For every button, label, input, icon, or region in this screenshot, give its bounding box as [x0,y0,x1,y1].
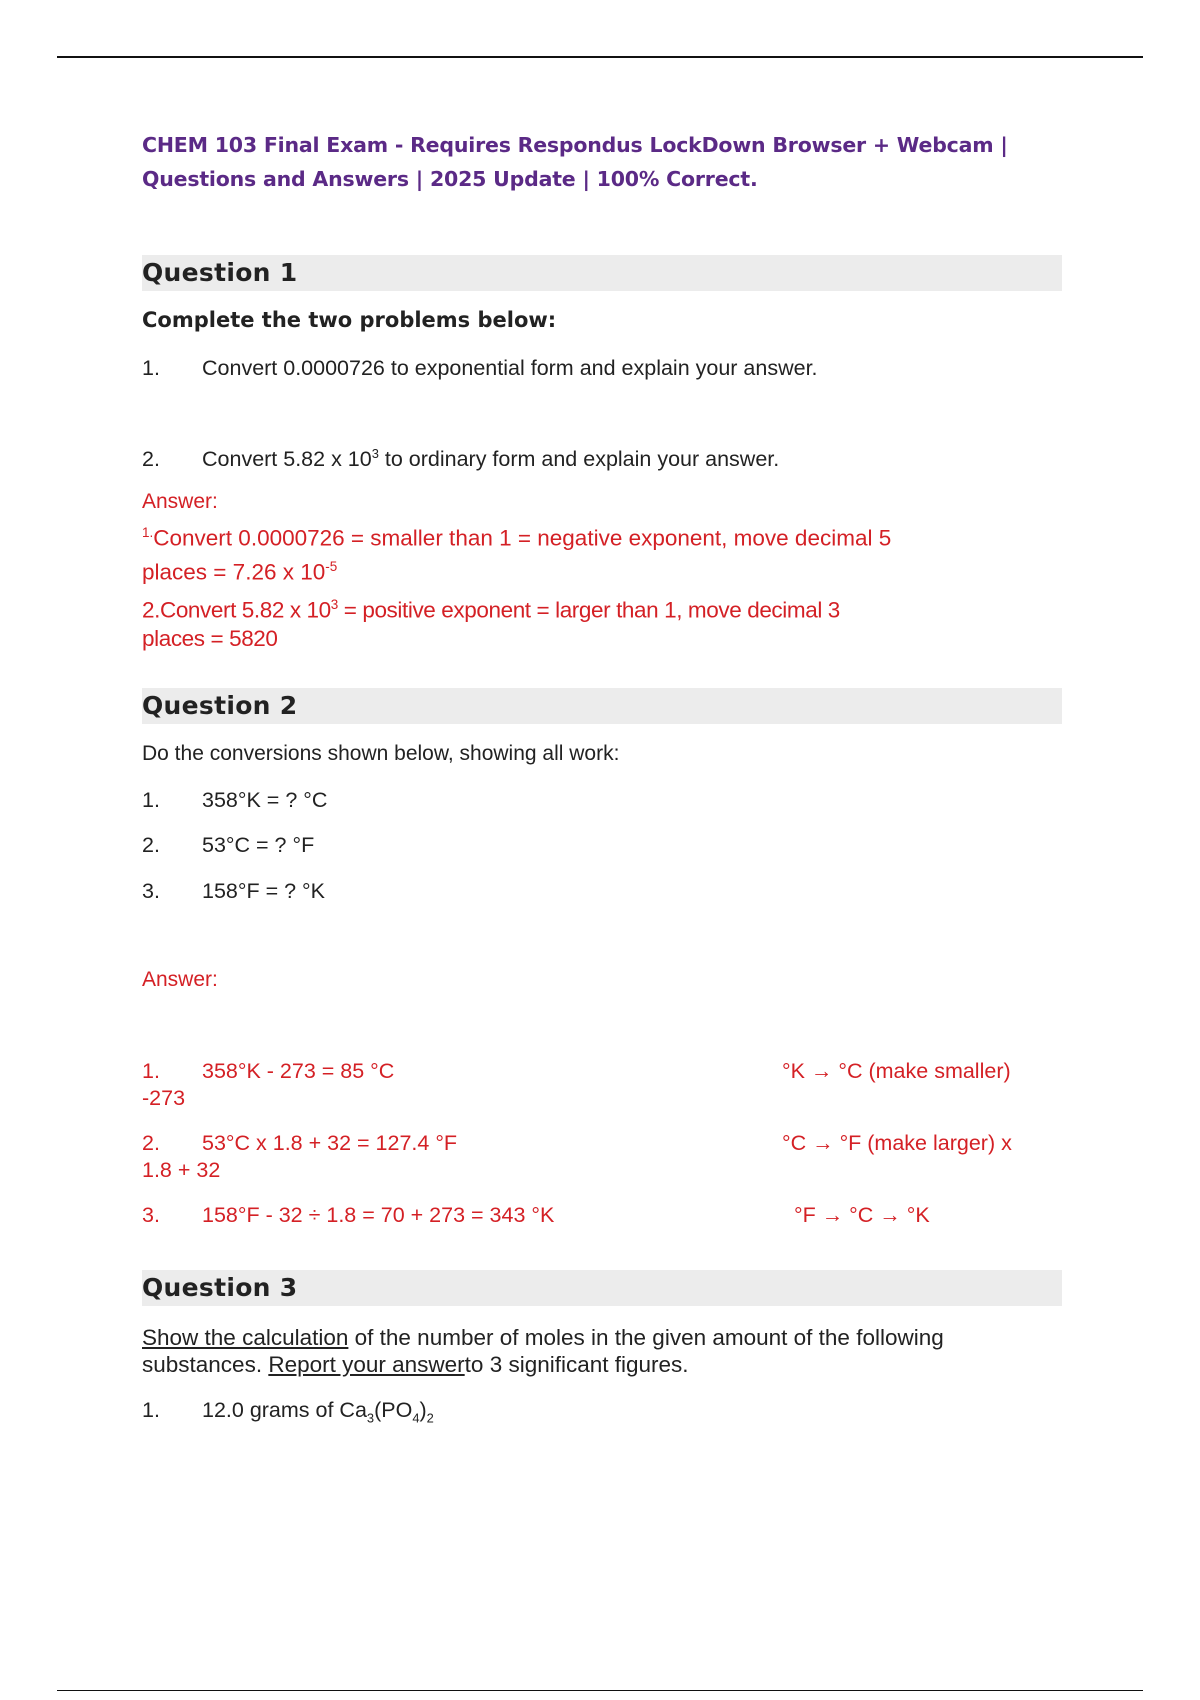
answer-text: Convert 0.0000726 = smaller than 1 = negative exponent, move decimal 5 [153,525,892,551]
subscript: 4 [412,1410,420,1426]
instruction-text: of the number of moles in the given amount of the following substances. [142,1325,944,1377]
question-2-answer-3-note: °F → °C → °K [794,1203,930,1227]
instruction-text-end: to 3 significant figures. [464,1352,689,1377]
item-text: 53°C = ? °F [202,833,315,857]
answer-text-cont: = positive exponent = larger than 1, move decimal 3 [337,597,840,623]
question-3-heading: Question 3 [142,1270,1062,1306]
title-line-1: CHEM 103 Final Exam - Requires Respondus LockDown Browser + Webcam | [142,133,1008,157]
item-text: Convert 5.82 x 10 [202,447,372,472]
answer-text: 158°F - 32 ÷ 1.8 = 70 + 273 = 343 °K [202,1203,555,1227]
item-number: 1. [142,1398,160,1422]
item-number: 1. [142,788,160,812]
subscript: 2 [426,1410,434,1426]
answer-text-line-2: places = 5820 [142,625,278,651]
question-2-answer-1-cont: -273 [142,1086,186,1110]
question-1-answer-1 [142,519,1062,586]
exponent: -5 [325,558,338,574]
item-number: 3. [142,879,160,903]
question-2-answer-1 [142,1059,394,1084]
answer-text: 358°K - 273 = 85 °C [202,1059,395,1083]
question-2-item-3 [142,879,325,904]
item-text: ) [419,1398,427,1422]
question-2-item-1 [142,788,327,813]
answer-number: 3. [142,1203,160,1227]
item-text: 12.0 grams of Ca [202,1398,367,1422]
question-2-instruction: Do the conversions shown below, showing all work: [142,742,620,765]
question-2-answer-1-note: °K → °C (make smaller) [782,1059,1011,1083]
question-3-item-1 [142,1398,434,1425]
item-text: Convert 0.0000726 to exponential form and explain your answer. [202,356,818,380]
item-number: 2. [142,447,160,472]
question-1-answer-label: Answer: [142,490,218,513]
answer-text: 53°C x 1.8 + 32 = 127.4 °F [202,1131,458,1155]
question-2-item-2 [142,833,314,858]
question-2-answer-2-cont: 1.8 + 32 [142,1158,221,1182]
document-title [142,128,1042,196]
question-3-instruction [142,1324,1022,1378]
item-text: 158°F = ? °K [202,879,325,903]
question-1-item-2 [142,446,779,472]
question-2-answer-3 [142,1203,554,1228]
item-text: 358°K = ? °C [202,788,328,812]
answer-number: 2. [142,597,160,623]
instruction-underlined-1: Show the calculation [142,1325,349,1350]
question-2-answer-2 [142,1131,457,1156]
question-1-heading: Question 1 [142,255,1062,291]
instruction-underlined-2: Report your answer [268,1352,465,1377]
answer-text: Convert 5.82 x 10 [159,597,331,623]
title-line-2: Questions and Answers | 2025 Update | 100% Correct. [142,167,758,191]
exponent: 3 [330,597,338,612]
item-text-cont: to ordinary form and explain your answer. [378,447,780,472]
question-1-instruction: Complete the two problems below: [142,308,557,332]
subscript: 3 [366,1410,375,1426]
item-text: (PO [374,1398,413,1422]
top-rule [57,56,1143,58]
question-1-answer-2 [142,591,1062,653]
answer-number: 1. [142,525,154,540]
item-number: 2. [142,833,160,857]
bottom-rule [57,1690,1143,1691]
answer-text-cont: places = 7.26 x 10 [142,559,326,584]
question-2-answer-label: Answer: [142,968,218,991]
question-2-answer-2-note: °C → °F (make larger) x [782,1131,1012,1155]
item-number: 1. [142,356,160,380]
question-1-item-1 [142,356,818,381]
answer-number: 2. [142,1131,160,1155]
question-2-heading: Question 2 [142,688,1062,724]
exponent: 3 [371,446,379,461]
answer-number: 1. [142,1059,160,1083]
